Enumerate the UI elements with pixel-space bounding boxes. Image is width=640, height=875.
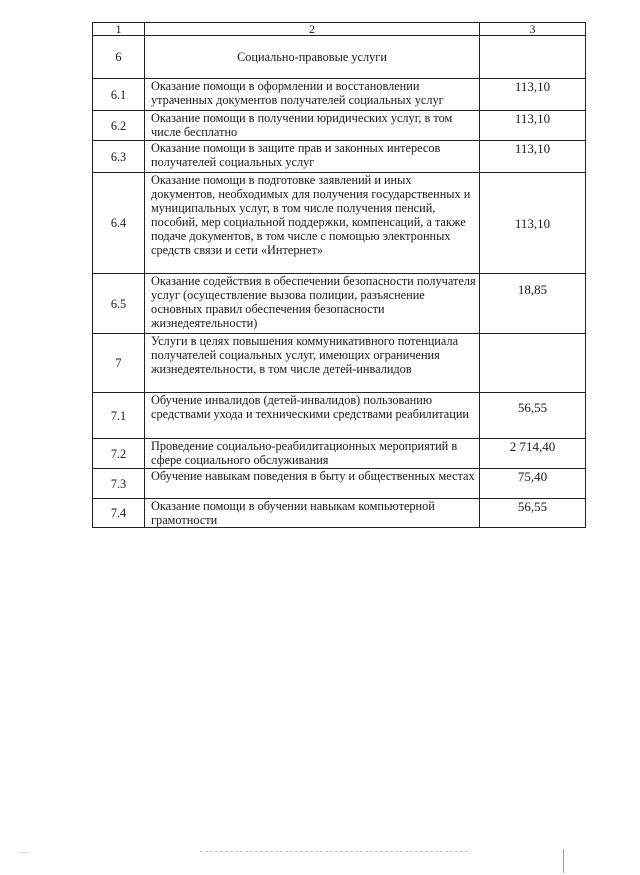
table-row	[93, 141, 586, 173]
column-number-2: 2	[145, 23, 480, 36]
row-number: 7	[93, 334, 145, 393]
row-price: 2 714,40	[480, 439, 586, 469]
row-price: 113,10	[480, 173, 586, 274]
row-service-name: Обучение инвалидов (детей-инвалидов) пользованию средствами ухода и техническими средствами реабилитации	[145, 393, 480, 439]
row-service-name: Обучение навыкам поведения в быту и общественных местах	[145, 469, 480, 499]
row-service-name: Оказание помощи в оформлении и восстановлении утраченных документов получателей социальных услуг	[145, 79, 480, 111]
row-price: 56,55	[480, 499, 586, 528]
column-number-1: 1	[93, 23, 145, 36]
column-number-3: 3	[480, 23, 586, 36]
row-price: 113,10	[480, 111, 586, 141]
row-number: 7.2	[93, 439, 145, 469]
row-number: 6.5	[93, 274, 145, 334]
row-number: 7.4	[93, 499, 145, 528]
table-row	[93, 173, 586, 274]
row-service-name: Оказание помощи в защите прав и законных интересов получателей социальных услуг	[145, 141, 480, 173]
scan-artifact-line	[200, 851, 468, 852]
section-title: Социально-правовые услуги	[145, 36, 480, 79]
row-number: 6.1	[93, 79, 145, 111]
row-price	[480, 36, 586, 79]
table-row	[93, 499, 586, 528]
row-price: 56,55	[480, 393, 586, 439]
table-row	[93, 469, 586, 499]
row-price: 75,40	[480, 469, 586, 499]
table-row	[93, 393, 586, 439]
section-row-6	[93, 36, 586, 79]
row-number: 7.1	[93, 393, 145, 439]
row-service-name: Оказание содействия в обеспечении безопасности получателя услуг (осуществление вызова полиции, разъяснение основных правил обеспечения безопасности жизнедеятельности)	[145, 274, 480, 334]
table-row	[93, 111, 586, 141]
table-row	[93, 79, 586, 111]
row-price: 113,10	[480, 141, 586, 173]
row-price	[480, 334, 586, 393]
row-number: 6.2	[93, 111, 145, 141]
row-service-name: Оказание помощи в обучении навыкам компьютерной грамотности	[145, 499, 480, 528]
row-number: 6.4	[93, 173, 145, 274]
scan-artifact	[18, 852, 30, 853]
row-service-name: Проведение социально-реабилитационных мероприятий в сфере социального обслуживания	[145, 439, 480, 469]
row-service-name: Оказание помощи в подготовке заявлений и иных документов, необходимых для получения государственных и муниципальных услуг, в том числе получения пенсий, пособий, мер социальной поддержки, компенсаций, а также подаче документов, в том числе с помощью электронных средств связи и сети «Интернет»	[145, 173, 480, 274]
tariff-table	[92, 22, 586, 528]
section-row-7	[93, 334, 586, 393]
section-title: Услуги в целях повышения коммуникативного потенциала получателей социальных услуг, имеющих ограничения жизнедеятельности, в том числе детей-инвалидов	[145, 334, 480, 393]
row-price: 113,10	[480, 79, 586, 111]
row-number: 6	[93, 36, 145, 79]
row-service-name: Оказание помощи в получении юридических услуг, в том числе бесплатно	[145, 111, 480, 141]
row-price: 18,85	[480, 274, 586, 334]
row-number: 7.3	[93, 469, 145, 499]
row-number: 6.3	[93, 141, 145, 173]
table-header-row	[93, 23, 586, 36]
table-row	[93, 274, 586, 334]
table-row	[93, 439, 586, 469]
scan-artifact-mark	[563, 849, 564, 873]
